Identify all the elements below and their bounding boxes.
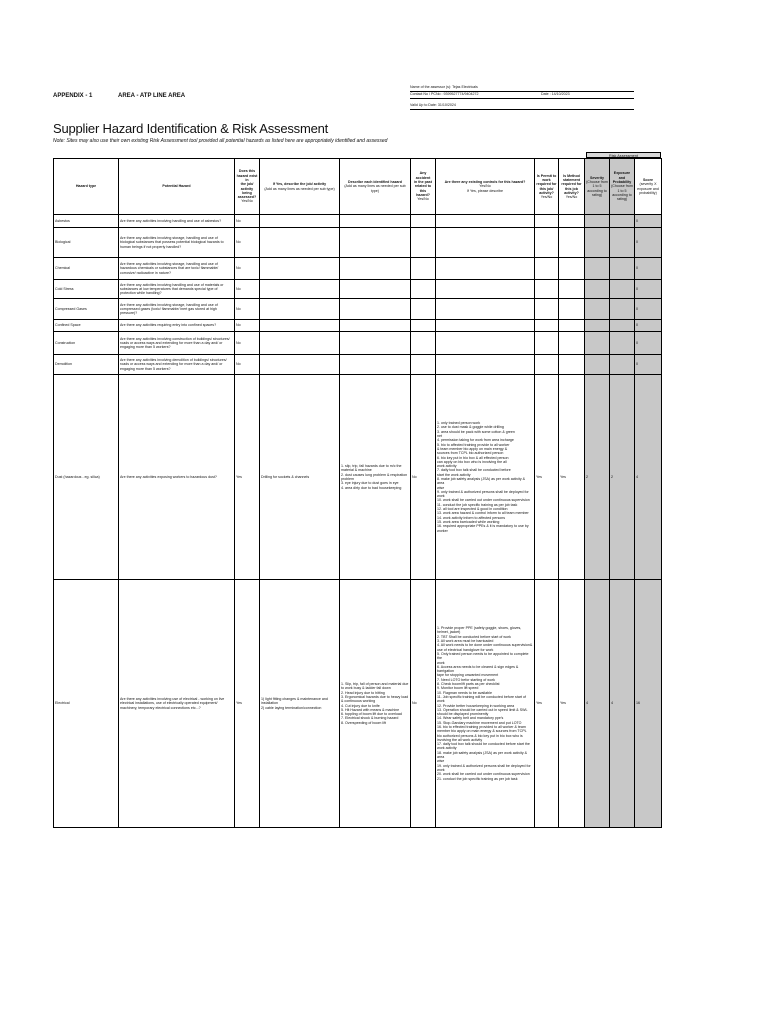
header-line: according to <box>587 188 607 193</box>
method-cell: Yes <box>559 580 585 828</box>
hazard-type-cell: Construction <box>54 332 119 355</box>
cell-line: tape for stopping unwanted movement <box>437 673 499 678</box>
cell-line: member bio apply on main energy & sources from TCPL <box>437 729 527 734</box>
valid-upto: Valid Up to Date: 31/10/2024 <box>410 103 456 107</box>
activity-cell <box>260 299 340 320</box>
cell-line: 1. Slip, trip, fall of person and material due <box>341 682 409 687</box>
cell-line: 3. area should be pack with some cotton & green <box>437 429 515 434</box>
permit-cell <box>535 280 559 299</box>
exist-cell: No <box>235 299 260 320</box>
table-header-row <box>54 159 662 215</box>
col-severity <box>585 159 610 215</box>
severity-cell <box>585 332 610 355</box>
header-line: Is Method <box>563 173 580 178</box>
col-permit <box>535 159 559 215</box>
header-line: in the past <box>414 180 432 185</box>
assessment-date: Date : 14/10/2023 <box>541 92 570 96</box>
cell-line: work <box>437 660 445 665</box>
potential-hazard-cell: Are there any activities exposing workers to hazardous dust? <box>119 375 235 580</box>
table-row <box>54 332 662 355</box>
header-line: Exposure <box>613 171 631 176</box>
controls-cell <box>436 215 535 228</box>
cell-line: Drilling for sockets & channels <box>261 474 310 479</box>
controls-cell <box>436 355 535 375</box>
cell-line: 15. work area barricaded while working <box>437 519 500 524</box>
exist-cell: No <box>235 280 260 299</box>
header-line: Is Permit to <box>536 173 557 178</box>
score-cell: 4 <box>635 375 662 580</box>
activity-cell <box>260 280 340 299</box>
header-line: rating) <box>591 192 603 197</box>
method-cell <box>559 355 585 375</box>
cell-line: 16. required appropriate PPEs & it is mandatory to use by <box>437 524 529 529</box>
cell-line: use of electrical handglove for work <box>437 647 494 652</box>
hazard-type-cell: Biological <box>54 228 119 258</box>
header-line: hazard? <box>416 192 430 197</box>
controls-cell <box>436 299 535 320</box>
cell-line: 15. Stop-Gandary machine movement and put LOTO <box>437 720 522 725</box>
cell-line: 9. Monitor boom lift speed <box>437 686 479 691</box>
accident-cell <box>411 299 436 320</box>
col-describe-hazard <box>340 159 411 215</box>
cell-line: 7. Need LOTO befor starting of work <box>437 677 495 682</box>
potential-hazard-cell: Are there any activities involving storage, handling and use of biological substances that possess potential biological hazards to human beings if not properly handled? <box>119 228 235 258</box>
exist-cell: Yes <box>235 580 260 828</box>
header-line: Describe each identified hazard <box>348 180 402 185</box>
header-line: Any accident <box>415 171 431 180</box>
header-line: (Add as many lines as needed per sub type) <box>264 186 335 191</box>
controls-cell <box>436 332 535 355</box>
cell-line: & continuous working <box>341 699 376 704</box>
header-line: Yes/No <box>540 195 553 200</box>
cell-line: 8. Check boomlift parts as per checklist <box>437 682 500 687</box>
exposure-cell <box>610 215 635 228</box>
activity-cell <box>260 375 340 580</box>
header-line: activity being <box>240 186 254 195</box>
table-row <box>54 299 662 320</box>
exist-cell: No <box>235 355 260 375</box>
method-cell <box>559 258 585 280</box>
controls-cell <box>436 580 535 828</box>
cell-line: 5. Only trained person needs to be appointed to complete the <box>437 651 529 661</box>
contact-number: Contact No / PCNo : 9399527774/9404272 <box>410 92 479 96</box>
col-potential-hazard: Potential Hazard <box>119 159 235 215</box>
exposure-cell: 2 <box>610 375 635 580</box>
cell-line: 19. only trained & authorized persons shall be deployed for <box>437 763 531 768</box>
severity-cell: 4 <box>585 580 610 828</box>
page-title: Supplier Hazard Identification & Risk Assessment <box>53 121 329 136</box>
cell-line: 10. Flagman needs to be available <box>437 690 492 695</box>
header-line: assessed? <box>237 195 257 200</box>
header-line: the job/ <box>240 182 254 187</box>
cell-line: bio authorized persons & bio key put in bio box who is <box>437 733 523 738</box>
exposure-cell <box>610 258 635 280</box>
header-line: 1 to 5 <box>592 184 602 189</box>
accident-cell: No <box>411 375 436 580</box>
exist-cell: No <box>235 332 260 355</box>
score-cell: 0 <box>635 280 662 299</box>
header-line: activity? <box>539 190 554 195</box>
table-row <box>54 580 662 828</box>
activity-cell <box>260 215 340 228</box>
permit-cell <box>535 320 559 332</box>
header-line: Probability <box>612 180 632 185</box>
hazard-type-cell: Asbestos <box>54 215 119 228</box>
exist-cell: No <box>235 228 260 258</box>
severity-cell <box>585 299 610 320</box>
header-line: Are there any existing controls for this hazard? <box>444 180 526 185</box>
permit-cell <box>535 215 559 228</box>
score-cell: 0 <box>635 215 662 228</box>
header-line: related to this <box>414 184 432 193</box>
cell-line: 8. Overspeeding of boom lift <box>341 720 386 725</box>
col-exposure <box>610 159 635 215</box>
method-cell <box>559 215 585 228</box>
hazard-type-cell: Confined Space <box>54 320 119 332</box>
cell-line: 3. All work area must be barricaded <box>437 639 494 644</box>
appendix-label: APPENDIX - 1 <box>53 93 93 99</box>
cell-line: 14. Wear safety belt and mandatory ppe's <box>437 716 504 721</box>
header-line: Yes/No <box>479 184 491 189</box>
cell-line: 13. work area hazard & control inform to all team member <box>437 511 529 516</box>
header-line: (Choose from <box>586 180 608 185</box>
header-line: Yes/No <box>417 197 429 202</box>
permit-cell <box>535 299 559 320</box>
cell-line: 6. bio key put in bio box & all effected person <box>437 455 509 460</box>
accident-cell <box>411 258 436 280</box>
exposure-cell <box>610 332 635 355</box>
cell-line: work activity <box>437 746 457 751</box>
table-row <box>54 280 662 299</box>
cell-line: 2. Head injury due to hitting <box>341 690 385 695</box>
hazard-desc-cell <box>340 258 411 280</box>
activity-cell <box>260 580 340 828</box>
exist-cell: No <box>235 215 260 228</box>
exist-cell: No <box>235 258 260 280</box>
potential-hazard-cell: Are there any activities involving storage, handling and use of hazardous chemicals or substances that are toxic/ flammable/ corrosive/ radioactive in nature? <box>119 258 235 280</box>
cell-line: 3. eye injury due to dust goes in eye <box>341 481 399 486</box>
hazard-desc-cell <box>340 375 411 580</box>
hazard-desc-cell <box>340 320 411 332</box>
activity-cell <box>260 228 340 258</box>
score-cell: 0 <box>635 299 662 320</box>
severity-cell <box>585 320 610 332</box>
cell-line: should be displayed prominently <box>437 712 489 717</box>
cell-line: 11. Job specific training will be conducted before start of work <box>437 694 527 704</box>
header-line: hazard exist in <box>236 173 258 182</box>
hazard-type-cell: Chemical <box>54 258 119 280</box>
cell-line: to work busy & ladder fall down <box>341 686 391 691</box>
cell-line: work <box>437 767 445 772</box>
accident-cell <box>411 215 436 228</box>
col-accident <box>411 159 436 215</box>
accident-cell <box>411 280 436 299</box>
header-line: (Add as many lines as needed per sub type) <box>344 184 406 193</box>
header-line: required for <box>561 182 582 187</box>
cell-line: 18. make job safety analysis (JSA) as per work activity & area <box>437 750 528 760</box>
header-line: activity? <box>564 190 579 195</box>
permit-cell: Yes <box>535 375 559 580</box>
table-row <box>54 215 662 228</box>
exist-cell: No <box>235 320 260 332</box>
header-line: Does this <box>238 169 256 174</box>
cell-line: worker <box>437 528 448 533</box>
exposure-cell <box>610 299 635 320</box>
cell-line: 1. Provide proper PPE (safety goggle, shoes, gloves, <box>437 626 522 631</box>
header-line: (severity X <box>639 182 657 187</box>
header-line: work <box>542 177 551 182</box>
cell-line: 4. Cut injury due to knife <box>341 703 380 708</box>
cell-line: wise <box>437 485 445 490</box>
permit-cell <box>535 355 559 375</box>
header-line: Score <box>643 177 653 182</box>
cell-line: 7. Electrical shock & burning hazard <box>341 716 399 721</box>
cell-line: can apply on bio box who is involving the all <box>437 459 507 464</box>
activity-cell <box>260 332 340 355</box>
risk-table <box>53 158 662 828</box>
cell-line: 4. permission taking for work from area incharge <box>437 438 514 443</box>
severity-cell <box>585 258 610 280</box>
method-cell <box>559 299 585 320</box>
score-cell: 16 <box>635 580 662 828</box>
cell-line: 3. Ergonomical hazards due to heavy load <box>341 694 409 699</box>
col-method <box>559 159 585 215</box>
potential-hazard-cell: Are there any activities involving construction of buildings/ structures/ roads or access ways and extending for more than a day and/ or engaging more than 5 workers? <box>119 332 235 355</box>
header-line: Severity <box>590 175 604 180</box>
exposure-cell: 4 <box>610 580 635 828</box>
area-label: AREA - ATP LINE AREA <box>118 93 186 99</box>
hazard-desc-cell <box>340 355 411 375</box>
severity-cell <box>585 228 610 258</box>
cell-line: wise <box>437 759 445 764</box>
cell-line: sources from TCPL bio authorized person <box>437 451 504 456</box>
exposure-cell <box>610 320 635 332</box>
cell-line: 2) cable laying termination/connection <box>261 705 322 710</box>
col-controls <box>436 159 535 215</box>
cell-line: 7. daily tool box talk shall be conducted before <box>437 468 511 473</box>
potential-hazard-cell: Are there any activities requiring entry into confined spaces? <box>119 320 235 332</box>
header-line: exposure and <box>637 186 659 191</box>
cell-line: 2. dust causes lung problem & respiration <box>341 472 408 477</box>
header-line: rating) <box>616 197 628 202</box>
header-line: If Yes, please describe <box>467 188 503 193</box>
controls-cell <box>436 258 535 280</box>
hazard-desc-cell <box>340 280 411 299</box>
method-cell <box>559 320 585 332</box>
activity-cell <box>260 320 340 332</box>
potential-hazard-cell: Are there any activities involving storage, handling and use of compressed gases (toxic/ flammable/ inert gas stored at high pressure)? <box>119 299 235 320</box>
header-line: statement <box>563 177 580 182</box>
hazard-type-cell: Dust (hazardous - eg. silica) <box>54 375 119 580</box>
accident-cell <box>411 355 436 375</box>
header-line: required for <box>536 182 557 187</box>
cell-line: installation <box>261 701 278 706</box>
potential-hazard-cell: Are there any activities involving demolition of buildings/ structures/ roads or access ways and extending for more than a day and/ or engaging more than 5 workers? <box>119 355 235 375</box>
cell-line: 12. Provide better housekeeping in working area <box>437 703 515 708</box>
controls-cell <box>436 280 535 299</box>
header-line: Yes/No <box>241 199 253 204</box>
accident-cell <box>411 228 436 258</box>
score-cell: 0 <box>635 228 662 258</box>
controls-cell <box>436 228 535 258</box>
method-cell <box>559 332 585 355</box>
potential-hazard-cell: Are there any activities involving handling and use of materials or substances at low temperatures that demands special type of protection while handling? <box>119 280 235 299</box>
header-line: Yes/No <box>565 195 578 200</box>
permit-cell <box>535 228 559 258</box>
accident-cell <box>411 332 436 355</box>
header-line: If Yes, describe the job/ activity <box>272 182 327 187</box>
severity-cell <box>585 280 610 299</box>
potential-hazard-cell: Are there any activities involving handling and use of asbestos? <box>119 215 235 228</box>
assessor-name: Name of the assessor (s): Tejas Electricals <box>410 85 478 89</box>
cell-line: 16. bio to effected training provided to all worker & team <box>437 724 526 729</box>
cell-line: 9. only trained & authorized persons shall be deployed for <box>437 489 529 494</box>
cell-line: 13. Operation should be carried out in speed limit & SWL <box>437 707 528 712</box>
cell-line: 1) light fitting changes & maintenance and <box>261 697 328 702</box>
cell-line: 10. work shall be carried out under continuous supervision <box>437 498 530 503</box>
cell-line: helmet, jacket) <box>437 630 461 635</box>
col-hazard-type: Hazard type <box>54 159 119 215</box>
cell-line: 11. conduct the job specific training as per job task <box>437 502 518 507</box>
cell-line: start the work activity <box>437 472 471 477</box>
cell-line: 6. Access area needs to be cleared & sign edges & barrigation <box>437 664 519 674</box>
hazard-type-cell: Compressed Gases <box>54 299 119 320</box>
potential-hazard-cell: Are there any activities involving use of electrical - working on live electrical installations, use of electrically operated equipment/ machinery, temporary electrical connections etc...? <box>119 580 235 828</box>
table-row <box>54 320 662 332</box>
header-line: (Choose from <box>611 184 633 189</box>
table-row <box>54 228 662 258</box>
permit-cell <box>535 258 559 280</box>
col-exist <box>235 159 260 215</box>
col-score <box>635 159 662 215</box>
cell-line: 17. daily tool box talk should be conducted before start the <box>437 742 530 747</box>
cell-line: 2. use to dust mask & goggle while drilling <box>437 425 504 430</box>
page-note: Note: Sites may also use their own existing Risk Assessment tool provided all potential hazards as listed here are appropriately identified and assessed <box>53 138 388 144</box>
col-describe-activity <box>260 159 340 215</box>
hazard-type-cell: Cold Stress <box>54 280 119 299</box>
hazard-type-cell: Electrical <box>54 580 119 828</box>
cell-line: 2. TBT Shall be conducted before start of work <box>437 634 511 639</box>
header-line: according to <box>612 192 632 197</box>
cell-line: work <box>437 494 445 499</box>
table-row <box>54 258 662 280</box>
cell-line: problem <box>341 477 354 481</box>
cell-line: 5. Hit Hazard with means & machine <box>341 707 400 712</box>
controls-cell <box>436 320 535 332</box>
score-cell: 0 <box>635 355 662 375</box>
permit-cell <box>535 332 559 355</box>
method-cell <box>559 228 585 258</box>
table-row <box>54 375 662 580</box>
cell-line: 4. area dirty due to bad housekeeping <box>341 485 402 490</box>
header-line: this job/ <box>539 186 554 191</box>
cell-line: 5. bio to affected training provide to all worker <box>437 442 510 447</box>
header-line: 1 to 5 <box>617 188 627 193</box>
severity-cell <box>585 215 610 228</box>
method-cell <box>559 280 585 299</box>
cell-line: net <box>437 434 442 439</box>
cell-line: 1. slip, trip, fall hazards due to m/c the <box>341 464 402 469</box>
activity-cell <box>260 355 340 375</box>
method-cell: Yes <box>559 375 585 580</box>
hazard-desc-cell <box>340 215 411 228</box>
cell-line: 14. work activity inform to affected persons <box>437 515 506 520</box>
meta-divider <box>410 109 634 110</box>
header-line: and <box>618 175 626 180</box>
accident-cell <box>411 320 436 332</box>
header-line: probability) <box>639 190 657 195</box>
score-cell: 0 <box>635 258 662 280</box>
table-row <box>54 355 662 375</box>
cell-line: work activity <box>437 464 457 469</box>
accident-cell: No <box>411 580 436 828</box>
cell-line: 6. toppling of boom lift due to overload <box>341 712 402 717</box>
severity-cell: 2 <box>585 375 610 580</box>
exposure-cell <box>610 228 635 258</box>
severity-cell <box>585 355 610 375</box>
hazard-desc-cell <box>340 228 411 258</box>
score-cell: 0 <box>635 332 662 355</box>
exposure-cell <box>610 355 635 375</box>
activity-cell <box>260 258 340 280</box>
cell-line: 21. conduct the job specific training as per job task <box>437 776 518 781</box>
cell-line: & team member bio apply on main energy & <box>437 446 508 451</box>
cell-line: 20. work shall be carried out under continuous supervision <box>437 772 530 777</box>
header-line: this job <box>565 186 578 191</box>
hazard-desc-cell <box>340 332 411 355</box>
hazard-desc-cell <box>340 580 411 828</box>
hazard-type-cell: Demolition <box>54 355 119 375</box>
meta-divider <box>410 98 634 99</box>
exist-cell: Yes <box>235 375 260 580</box>
cell-line: involving the all work activity <box>437 737 483 742</box>
exposure-cell <box>610 280 635 299</box>
risk-assessment-band: Risk Assessment <box>586 152 661 158</box>
cell-line: 8. make job safety analysis (JSA) as per work activity & area <box>437 477 526 486</box>
hazard-desc-cell <box>340 299 411 320</box>
cell-line: 12. all tool are inspected & good in condition <box>437 507 508 512</box>
controls-cell <box>436 375 535 580</box>
permit-cell: Yes <box>535 580 559 828</box>
cell-line: 4. All work needs to be done under continuous supervision& <box>437 643 533 648</box>
cell-line: material & machine <box>341 468 372 473</box>
score-cell: 0 <box>635 320 662 332</box>
cell-line: 1. only trained person work <box>437 421 481 426</box>
